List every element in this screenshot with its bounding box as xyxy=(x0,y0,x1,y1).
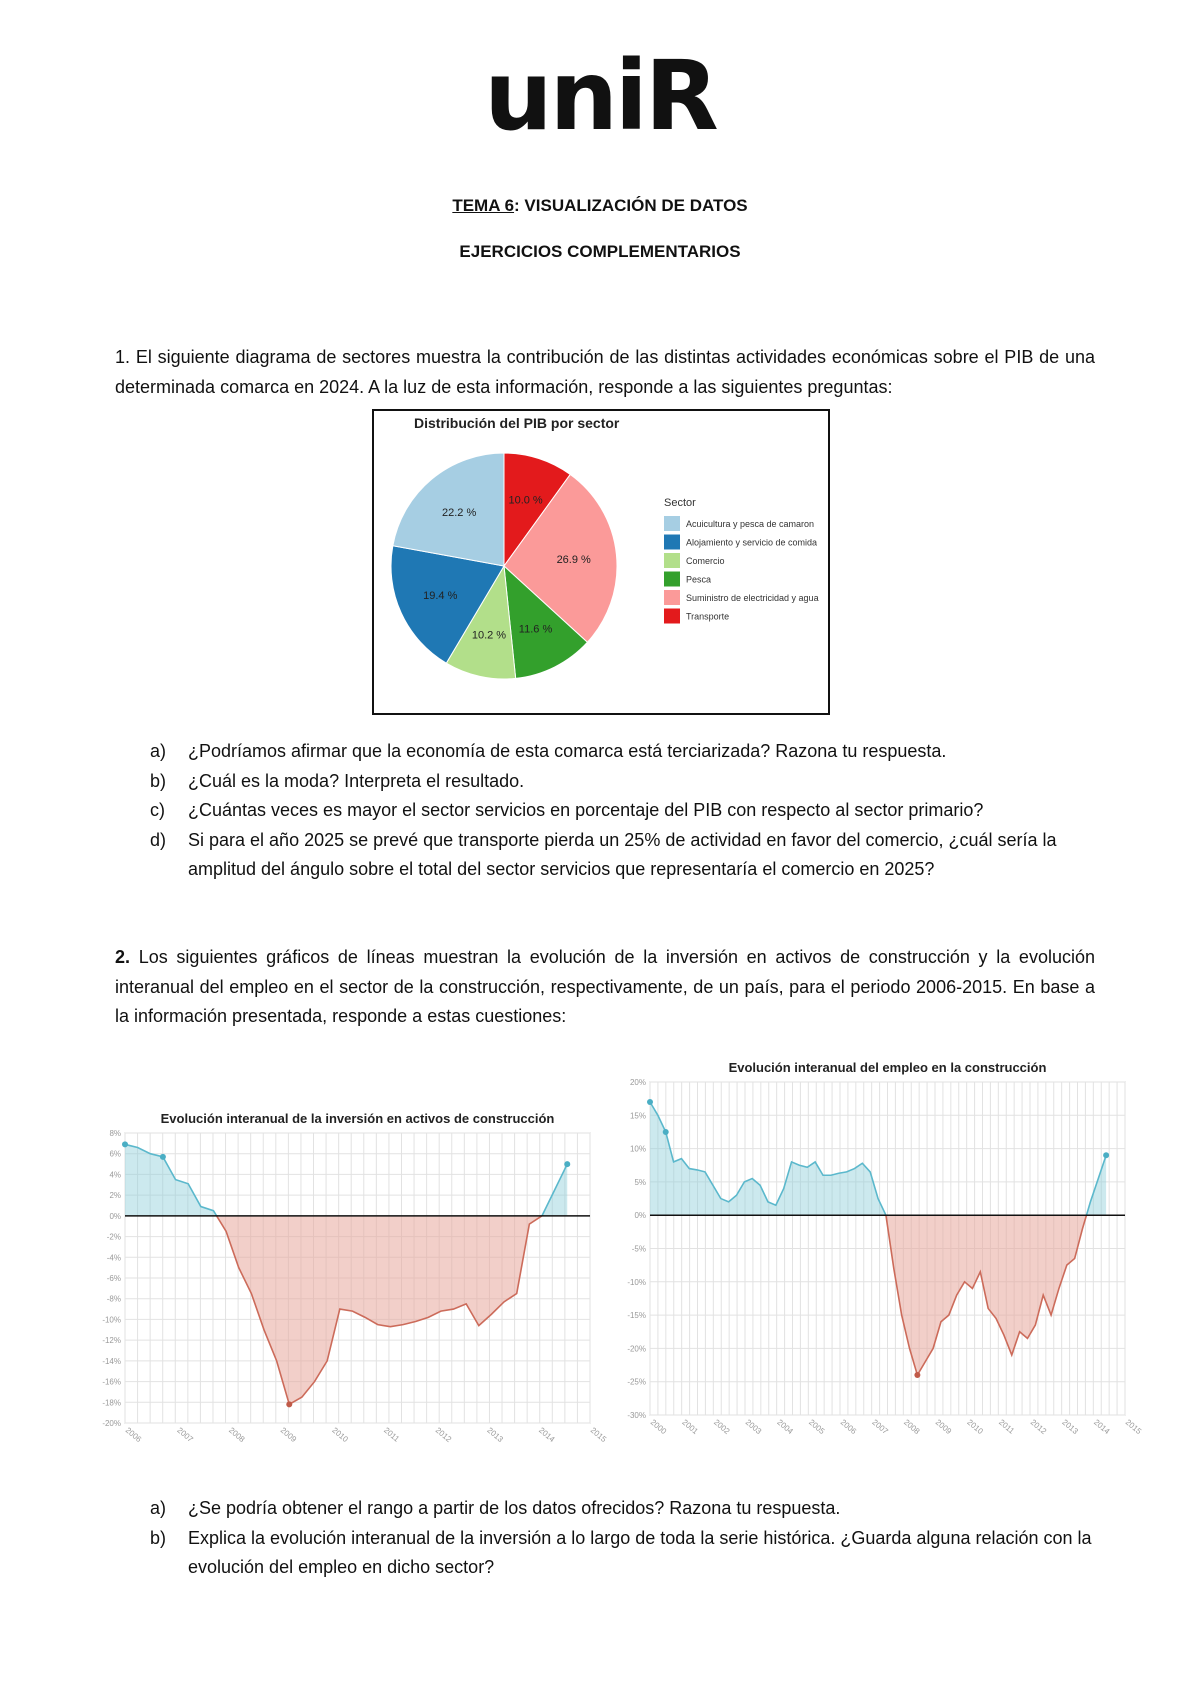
question-text: ¿Cuántas veces es mayor el sector servicios en porcentaje del PIB con respecto al sector primario? xyxy=(188,800,984,820)
y-tick-label: -10% xyxy=(102,1315,121,1325)
investment-chart xyxy=(95,1095,609,1465)
legend-swatch xyxy=(664,516,680,531)
pie-chart-frame xyxy=(372,409,830,715)
x-tick-label: 2009 xyxy=(278,1425,299,1444)
employment-chart-svg xyxy=(615,1052,1144,1457)
x-tick-label: 2001 xyxy=(680,1417,700,1436)
y-tick-label: -20% xyxy=(102,1419,121,1428)
legend-label: Comercio xyxy=(686,556,725,566)
topic-name: : VISUALIZACIÓN DE DATOS xyxy=(514,196,748,215)
y-tick-label: 15% xyxy=(629,1111,646,1121)
question-marker: d) xyxy=(150,829,167,850)
topic-title xyxy=(0,196,1200,216)
legend-swatch xyxy=(664,609,680,624)
legend-label: Acuicultura y pesca de camaron xyxy=(686,519,815,529)
question-text: Si para el año 2025 se prevé que transporte pierda un 25% de actividad en favor del comercio, ¿cuál sería la amplitud del ángulo sobre el total del sector servicios que representaría el comercio en 2025? xyxy=(188,829,1057,879)
question-item xyxy=(150,737,1095,767)
question-text: ¿Se podría obtener el rango a partir de los datos ofrecidos? Razona tu respuesta. xyxy=(188,1498,841,1518)
exercise-2-questions xyxy=(150,1494,1095,1583)
exercise-2-statement xyxy=(115,943,1095,1032)
data-marker xyxy=(160,1154,166,1160)
pie-slice-label: 10.0 % xyxy=(508,494,543,507)
y-tick-label: -14% xyxy=(102,1356,121,1366)
y-tick-label: -30% xyxy=(627,1411,646,1420)
pie-slice-label: 11.6 % xyxy=(518,623,553,636)
pie-slice-label: 26.9 % xyxy=(556,553,591,566)
x-tick-label: 2012 xyxy=(1028,1417,1049,1436)
y-tick-label: 5% xyxy=(634,1177,646,1187)
legend-label: Alojamiento y servicio de comida xyxy=(686,537,818,548)
question-marker: a) xyxy=(150,1498,167,1518)
legend-title: Sector xyxy=(664,497,696,509)
legend-label: Transporte xyxy=(686,611,730,622)
y-tick-label: 0% xyxy=(634,1211,646,1221)
x-tick-label: 2004 xyxy=(775,1417,795,1436)
x-tick-label: 2014 xyxy=(537,1425,557,1444)
legend-label: Suministro de electricidad y agua xyxy=(686,593,819,603)
question-item xyxy=(150,796,1095,826)
exercise-1-statement xyxy=(115,343,1095,402)
x-tick-label: 2003 xyxy=(743,1417,764,1436)
x-tick-label: 2011 xyxy=(997,1417,1017,1436)
x-tick-label: 2006 xyxy=(123,1425,144,1444)
pie-slice-label: 22.2 % xyxy=(441,507,477,520)
y-tick-label: -5% xyxy=(631,1244,646,1254)
y-tick-label: 8% xyxy=(109,1129,121,1138)
question-item xyxy=(150,1494,1095,1524)
y-tick-label: -18% xyxy=(102,1398,121,1408)
question-marker: b) xyxy=(150,770,167,791)
x-tick-label: 2010 xyxy=(965,1417,985,1436)
exercise-1-number: 1. xyxy=(115,347,131,367)
y-tick-label: 4% xyxy=(109,1170,121,1180)
question-marker: c) xyxy=(150,800,165,820)
investment-chart-svg xyxy=(95,1095,609,1460)
unir-logo: uniR xyxy=(484,40,716,152)
question-marker: b) xyxy=(150,1527,167,1548)
x-tick-label: 2015 xyxy=(588,1425,609,1444)
x-tick-label: 2012 xyxy=(433,1425,454,1444)
x-tick-label: 2007 xyxy=(175,1425,195,1444)
x-tick-label: 2002 xyxy=(712,1417,732,1436)
y-tick-label: -12% xyxy=(102,1336,121,1346)
data-marker xyxy=(286,1401,292,1407)
x-tick-label: 2007 xyxy=(870,1417,890,1436)
legend-swatch xyxy=(664,553,680,568)
x-tick-label: 2000 xyxy=(648,1417,669,1436)
question-marker: a) xyxy=(150,741,167,761)
x-tick-label: 2008 xyxy=(227,1425,247,1444)
y-tick-label: -6% xyxy=(106,1274,121,1283)
x-tick-label: 2014 xyxy=(1092,1417,1112,1436)
y-tick-label: -8% xyxy=(106,1294,121,1304)
x-tick-label: 2013 xyxy=(1060,1417,1080,1436)
x-tick-label: 2015 xyxy=(1123,1417,1144,1436)
data-marker xyxy=(564,1161,570,1167)
y-tick-label: 10% xyxy=(629,1144,646,1154)
pie-slice-label: 10.2 % xyxy=(471,629,507,642)
x-tick-label: 2013 xyxy=(485,1425,505,1444)
y-tick-label: -15% xyxy=(627,1311,646,1321)
exercise-1-text: El siguiente diagrama de sectores muestra la contribución de las distintas actividades económicas sobre el PIB de una determinada comarca en 2024. A la luz de esta información, responde a las siguientes preguntas: xyxy=(115,347,1095,397)
data-marker xyxy=(663,1129,669,1135)
topic-number: TEMA 6 xyxy=(452,196,515,215)
x-tick-label: 2008 xyxy=(902,1417,922,1436)
page-subtitle: EJERCICIOS COMPLEMENTARIOS xyxy=(459,242,741,261)
exercise-2-number: 2. xyxy=(115,947,131,967)
pie-slice-label: 19.4 % xyxy=(423,590,458,603)
chart-title: Evolución interanual de la inversión en activos de construcción xyxy=(160,1111,555,1126)
x-tick-label: 2011 xyxy=(382,1425,402,1444)
legend-swatch xyxy=(664,572,680,587)
question-item xyxy=(150,826,1095,885)
y-tick-label: 2% xyxy=(109,1191,121,1201)
legend-label: Pesca xyxy=(686,574,712,585)
x-tick-label: 2009 xyxy=(933,1417,954,1436)
y-tick-label: 20% xyxy=(629,1078,646,1087)
pie-chart xyxy=(374,411,828,713)
data-marker xyxy=(122,1141,128,1147)
y-tick-label: -16% xyxy=(102,1377,121,1387)
pie-chart-title: Distribución del PIB por sector xyxy=(414,415,620,431)
x-tick-label: 2010 xyxy=(330,1425,350,1444)
x-tick-label: 2006 xyxy=(838,1417,859,1436)
exercise-1-questions xyxy=(150,737,1095,885)
data-marker xyxy=(914,1372,920,1378)
y-tick-label: -25% xyxy=(627,1377,646,1387)
legend-swatch xyxy=(664,590,680,605)
y-tick-label: -4% xyxy=(106,1253,121,1263)
y-tick-label: -2% xyxy=(106,1232,121,1242)
question-text: Explica la evolución interanual de la inversión a lo largo de toda la serie histórica. ¿Guarda alguna relación con la evolución del empleo en dicho sector? xyxy=(188,1527,1092,1577)
x-tick-label: 2005 xyxy=(807,1417,827,1436)
data-marker xyxy=(1103,1152,1109,1158)
question-text: ¿Podríamos afirmar que la economía de esta comarca está terciarizada? Razona tu respuesta. xyxy=(188,741,947,761)
data-marker xyxy=(647,1099,653,1105)
chart-title: Evolución interanual del empleo en la construcción xyxy=(728,1060,1047,1075)
question-item xyxy=(150,767,1095,797)
employment-chart xyxy=(615,1052,1144,1462)
exercise-2-text: Los siguientes gráficos de líneas muestran la evolución de la inversión en activos de construcción y la evolución interanual del empleo en el sector de la construcción, respectivamente, de un país, para el periodo 2006-2015. En base a la información presentada, responde a estas cuestiones: xyxy=(115,947,1095,1026)
y-tick-label: -20% xyxy=(627,1344,646,1354)
legend-swatch xyxy=(664,535,680,550)
question-text: ¿Cuál es la moda? Interpreta el resultado. xyxy=(188,770,525,791)
question-item xyxy=(150,1524,1095,1583)
y-tick-label: -10% xyxy=(627,1277,646,1287)
y-tick-label: 6% xyxy=(109,1149,121,1159)
y-tick-label: 0% xyxy=(109,1211,121,1221)
